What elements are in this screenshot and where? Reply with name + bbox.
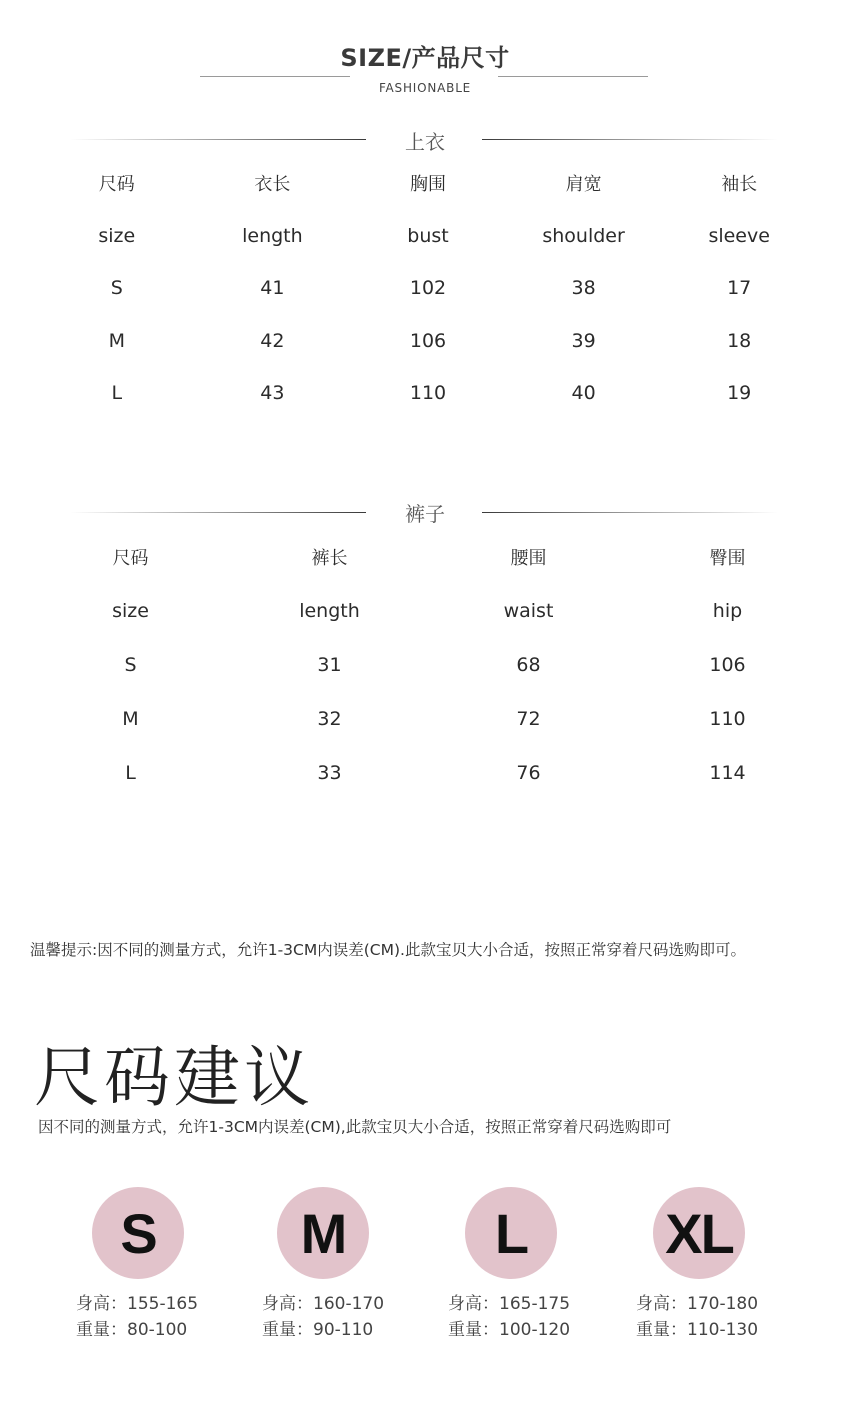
pants-size-table — [31, 530, 827, 800]
table-header-cell: 臀围 — [709, 548, 746, 569]
section-title-top: 上衣 — [405, 130, 445, 154]
table-cell: 32 — [317, 708, 342, 730]
weight-label: 重量： — [448, 1320, 499, 1340]
size-height — [636, 1291, 816, 1317]
height-value: 170-180 — [687, 1294, 759, 1314]
table-cell: 102 — [409, 277, 447, 300]
weight-value: 80-100 — [127, 1320, 188, 1340]
size-weight — [76, 1317, 256, 1343]
table-cell: 72 — [516, 708, 541, 730]
weight-value: 110-130 — [687, 1320, 759, 1340]
size-badge: L — [465, 1187, 557, 1279]
table-cell: 106 — [409, 329, 447, 352]
weight-label: 重量： — [76, 1320, 127, 1340]
table-cell: 31 — [317, 654, 342, 676]
table-cell: 17 — [727, 277, 752, 300]
height-label: 身高： — [636, 1294, 687, 1314]
table-cell: L — [111, 382, 123, 405]
top-size-table — [39, 157, 817, 420]
weight-value: 100-120 — [499, 1320, 571, 1340]
table-header-cell: 袖长 — [721, 174, 758, 196]
recommend-title: 尺码建议 — [34, 1039, 314, 1116]
table-header-cell: 尺码 — [98, 174, 135, 196]
table-cell: 40 — [571, 382, 596, 405]
height-value: 155-165 — [127, 1294, 199, 1314]
size-badge: M — [277, 1187, 369, 1279]
table-cell: S — [110, 277, 123, 300]
table-cell: 33 — [317, 762, 342, 784]
table-header-cell-en: length — [242, 224, 303, 247]
table-cell: 38 — [571, 277, 596, 300]
table-cell: S — [124, 654, 137, 676]
size-card-xl — [636, 1187, 816, 1343]
table-header-cell: 尺码 — [112, 548, 149, 569]
table-cell: 76 — [516, 762, 541, 784]
title-divider-left — [200, 76, 350, 77]
section-title-pants: 裤子 — [405, 502, 445, 526]
size-weight — [636, 1317, 816, 1343]
table-header-cell-en: length — [299, 600, 360, 622]
table-cell: 39 — [571, 329, 596, 352]
height-value: 165-175 — [499, 1294, 571, 1314]
weight-value: 90-110 — [313, 1320, 374, 1340]
table-header-cell-en: waist — [503, 600, 554, 622]
size-height — [262, 1291, 442, 1317]
table-cell: 114 — [709, 762, 746, 784]
height-value: 160-170 — [313, 1294, 385, 1314]
size-card-l — [448, 1187, 628, 1343]
table-cell: 18 — [727, 329, 752, 352]
table-header-cell-en: hip — [712, 600, 743, 622]
table-cell: M — [108, 329, 125, 352]
table-header-cell-en: size — [98, 224, 136, 247]
weight-label: 重量： — [262, 1320, 313, 1340]
table-cell: 110 — [709, 708, 746, 730]
height-label: 身高： — [262, 1294, 313, 1314]
measurement-tip: 温馨提示:因不同的测量方式，允许1-3CM内误差(CM).此款宝贝大小合适，按照正常穿着尺码选购即可。 — [30, 941, 746, 959]
recommend-note: 因不同的测量方式，允许1-3CM内误差(CM),此款宝贝大小合适，按照正常穿着尺码选购即可 — [38, 1118, 672, 1136]
table-cell: 19 — [727, 382, 752, 405]
table-cell: M — [122, 708, 139, 730]
table-header-cell-en: size — [112, 600, 149, 622]
table-cell: 42 — [260, 329, 285, 352]
table-header-cell-en: shoulder — [542, 224, 625, 247]
title-divider-right — [498, 76, 648, 77]
size-weight — [262, 1317, 442, 1343]
height-label: 身高： — [76, 1294, 127, 1314]
table-cell: 43 — [260, 382, 285, 405]
table-header-cell: 腰围 — [510, 548, 547, 569]
height-label: 身高： — [448, 1294, 499, 1314]
table-header-cell: 胸围 — [409, 174, 446, 196]
page-subtitle: FASHIONABLE — [378, 81, 472, 95]
table-cell: 106 — [709, 654, 746, 676]
table-cell: L — [125, 762, 136, 784]
table-header-cell-en: sleeve — [708, 224, 770, 247]
size-height — [448, 1291, 628, 1317]
table-header-cell-en: bust — [407, 224, 449, 247]
table-cell: 41 — [260, 277, 285, 300]
size-card-m — [262, 1187, 442, 1343]
size-card-s — [76, 1187, 256, 1343]
size-badge: XL — [653, 1187, 745, 1279]
table-cell: 110 — [409, 382, 447, 405]
page-title: SIZE/产品尺寸 — [340, 44, 510, 72]
table-cell: 68 — [516, 654, 541, 676]
table-header-cell: 裤长 — [311, 548, 348, 569]
size-badge: S — [92, 1187, 184, 1279]
table-header-cell: 肩宽 — [565, 174, 602, 196]
weight-label: 重量： — [636, 1320, 687, 1340]
table-header-cell: 衣长 — [254, 174, 291, 196]
size-weight — [448, 1317, 628, 1343]
size-height — [76, 1291, 256, 1317]
